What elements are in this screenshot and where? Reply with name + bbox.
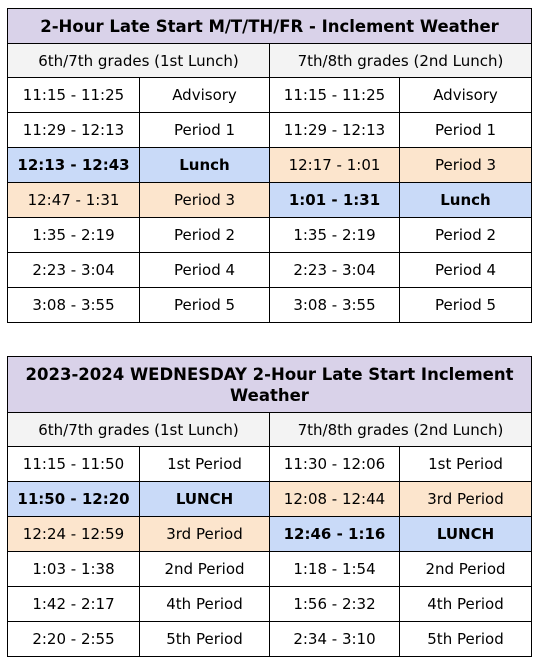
period-cell: 2nd Period (140, 552, 270, 587)
period-cell: 4th Period (400, 587, 532, 622)
lunch-time-cell: 11:50 - 12:20 (8, 482, 140, 517)
table-row (8, 78, 532, 113)
time-cell: 1:18 - 1:54 (270, 552, 400, 587)
time-cell: 11:30 - 12:06 (270, 447, 400, 482)
grade-header-left: 6th/7th grades (1st Lunch) (8, 413, 270, 447)
period-cell: 2nd Period (400, 552, 532, 587)
period-cell: Period 3 (140, 183, 270, 218)
lunch-cell: Lunch (140, 148, 270, 183)
period-cell: 3rd Period (400, 482, 532, 517)
time-cell: 1:35 - 2:19 (270, 218, 400, 253)
period-cell: Period 2 (400, 218, 532, 253)
time-cell: 12:47 - 1:31 (8, 183, 140, 218)
lunch-cell: LUNCH (140, 482, 270, 517)
lunch-cell: LUNCH (400, 517, 532, 552)
time-cell: 12:17 - 1:01 (270, 148, 400, 183)
time-cell: 2:34 - 3:10 (270, 622, 400, 657)
time-cell: 3:08 - 3:55 (270, 288, 400, 323)
period-cell: Advisory (140, 78, 270, 113)
grade-header-left: 6th/7th grades (1st Lunch) (8, 44, 270, 78)
time-cell: 11:15 - 11:50 (8, 447, 140, 482)
period-cell: 5th Period (400, 622, 532, 657)
period-cell: Advisory (400, 78, 532, 113)
period-cell: Period 2 (140, 218, 270, 253)
table-row (8, 288, 532, 323)
grade-header-right: 7th/8th grades (2nd Lunch) (270, 413, 532, 447)
period-cell: Period 1 (140, 113, 270, 148)
time-cell: 1:35 - 2:19 (8, 218, 140, 253)
table-row (8, 253, 532, 288)
time-cell: 2:23 - 3:04 (270, 253, 400, 288)
table-row (8, 113, 532, 148)
time-cell: 1:03 - 1:38 (8, 552, 140, 587)
period-cell: Period 1 (400, 113, 532, 148)
period-cell: 1st Period (140, 447, 270, 482)
time-cell: 11:15 - 11:25 (8, 78, 140, 113)
time-cell: 11:29 - 12:13 (270, 113, 400, 148)
lunch-time-cell: 1:01 - 1:31 (270, 183, 400, 218)
table-row (8, 148, 532, 183)
table-row (8, 622, 532, 657)
period-cell: 3rd Period (140, 517, 270, 552)
schedule-table-wednesday (7, 356, 532, 657)
period-cell: Period 5 (400, 288, 532, 323)
table-row (8, 183, 532, 218)
time-cell: 12:24 - 12:59 (8, 517, 140, 552)
time-cell: 11:15 - 11:25 (270, 78, 400, 113)
period-cell: 5th Period (140, 622, 270, 657)
period-cell: Period 4 (400, 253, 532, 288)
schedule-title: 2-Hour Late Start M/T/TH/FR - Inclement Weather (8, 9, 532, 44)
lunch-cell: Lunch (400, 183, 532, 218)
time-cell: 11:29 - 12:13 (8, 113, 140, 148)
lunch-time-cell: 12:13 - 12:43 (8, 148, 140, 183)
table-row (8, 552, 532, 587)
period-cell: 4th Period (140, 587, 270, 622)
period-cell: Period 5 (140, 288, 270, 323)
schedule-table-mttf (7, 8, 532, 323)
table-row (8, 218, 532, 253)
table-row (8, 517, 532, 552)
table-row (8, 587, 532, 622)
period-cell: Period 4 (140, 253, 270, 288)
table-row (8, 482, 532, 517)
time-cell: 1:42 - 2:17 (8, 587, 140, 622)
time-cell: 2:20 - 2:55 (8, 622, 140, 657)
time-cell: 3:08 - 3:55 (8, 288, 140, 323)
period-cell: Period 3 (400, 148, 532, 183)
time-cell: 2:23 - 3:04 (8, 253, 140, 288)
time-cell: 1:56 - 2:32 (270, 587, 400, 622)
grade-header-right: 7th/8th grades (2nd Lunch) (270, 44, 532, 78)
lunch-time-cell: 12:46 - 1:16 (270, 517, 400, 552)
table-row (8, 447, 532, 482)
schedule-title: 2023-2024 WEDNESDAY 2-Hour Late Start Inclement Weather (8, 357, 532, 413)
time-cell: 12:08 - 12:44 (270, 482, 400, 517)
period-cell: 1st Period (400, 447, 532, 482)
